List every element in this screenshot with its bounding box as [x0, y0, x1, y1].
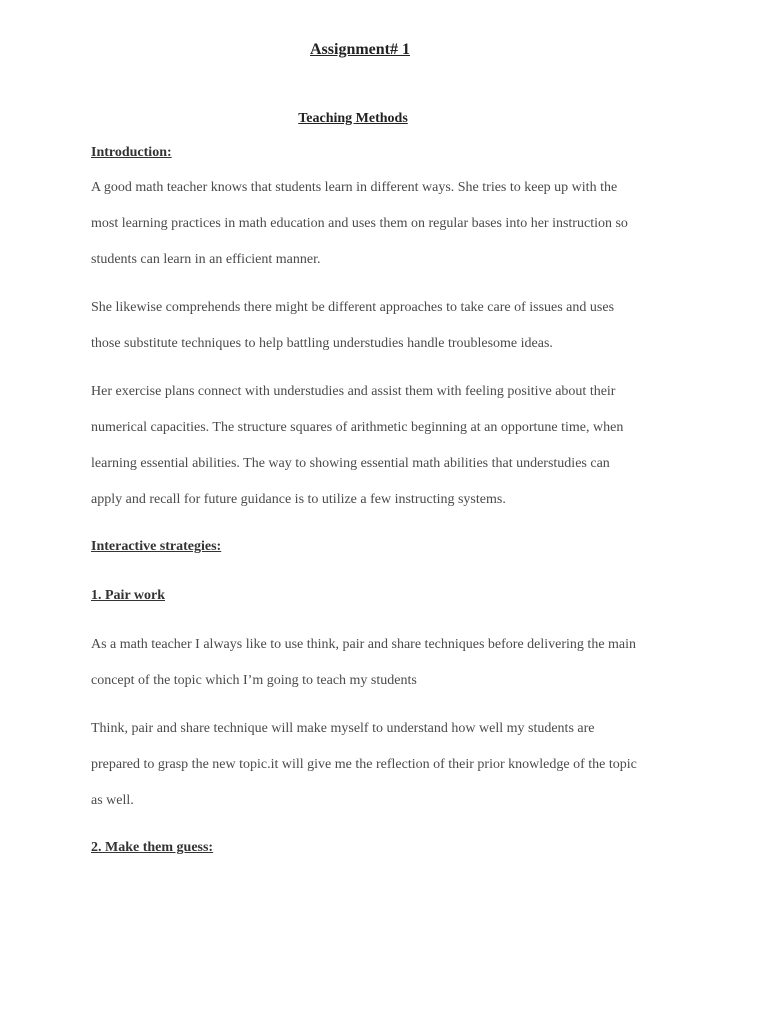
- interactive-strategies-heading: Interactive strategies:: [91, 539, 222, 554]
- paragraph-line: students can learn in an efficient manner.: [91, 252, 321, 267]
- paragraph-3: [91, 374, 691, 518]
- paragraph-line: numerical capacities. The structure squares of arithmetic beginning at an opportune time, when: [91, 420, 624, 435]
- paragraph-5: [91, 711, 691, 819]
- paragraph-4: [91, 627, 691, 699]
- make-them-guess-heading: 2. Make them guess:: [91, 840, 214, 855]
- paragraph-line: As a math teacher I always like to use think, pair and share techniques before delivering the main: [91, 637, 637, 652]
- document-title: Assignment# 1: [309, 41, 410, 58]
- paragraph-line: She likewise comprehends there might be different approaches to take care of issues and uses: [91, 300, 615, 315]
- paragraph-line: those substitute techniques to help battling understudies handle troublesome ideas.: [91, 336, 553, 351]
- pair-work-heading: 1. Pair work: [91, 588, 166, 603]
- paragraph-2: [91, 290, 691, 362]
- paragraph-line: apply and recall for future guidance is to utilize a few instructing systems.: [91, 492, 506, 507]
- paragraph-line: Think, pair and share technique will make myself to understand how well my students are: [91, 721, 595, 736]
- introduction-heading: Introduction:: [91, 145, 172, 160]
- paragraph-line: learning essential abilities. The way to showing essential math abilities that understudies can: [91, 456, 610, 471]
- paragraph-line: concept of the topic which I’m going to teach my students: [91, 673, 417, 688]
- document-subtitle: Teaching Methods: [298, 111, 408, 126]
- paragraph-line: Her exercise plans connect with understudies and assist them with feeling positive about their: [91, 384, 616, 399]
- paragraph-line: most learning practices in math education and uses them on regular bases into her instruction so: [91, 216, 628, 231]
- paragraph-1: [91, 170, 691, 278]
- paragraph-line: as well.: [91, 793, 134, 808]
- paragraph-line: A good math teacher knows that students learn in different ways. She tries to keep up with the: [91, 180, 618, 195]
- paragraph-line: prepared to grasp the new topic.it will give me the reflection of their prior knowledge of the topic: [91, 757, 637, 772]
